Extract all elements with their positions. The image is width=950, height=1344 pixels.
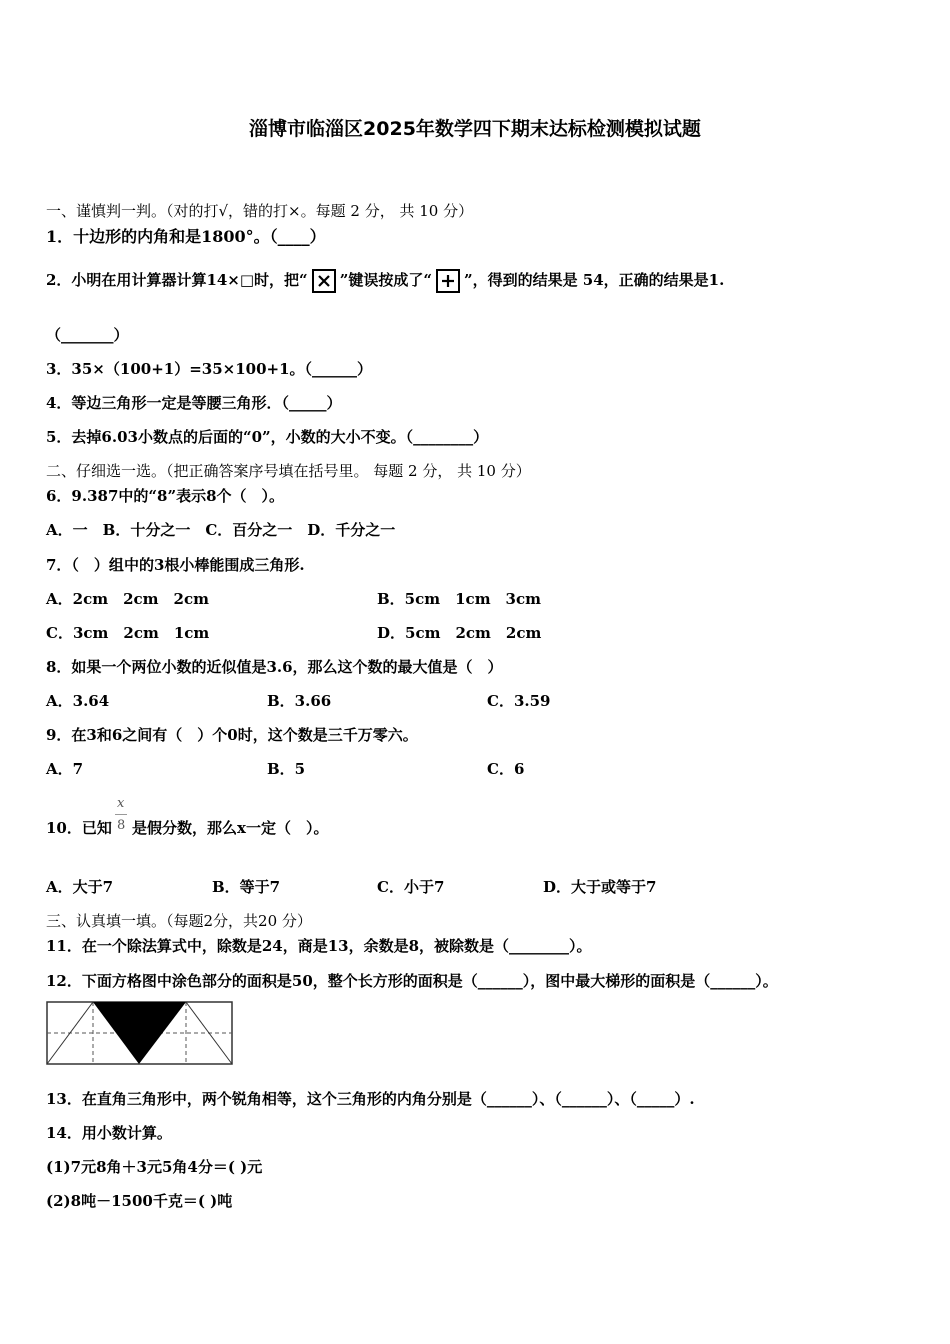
- question-2-text-a: 2．小明在用计算器计算14×□时，把“: [46, 271, 308, 289]
- question-11: 11．在一个除法算式中，除数是24，商是13，余数是8，被除数是（________）。: [46, 937, 592, 955]
- section-heading-fill: 三、认真填一填。（每题2分，共20 分）: [46, 912, 312, 930]
- question-14: 14．用小数计算。: [46, 1124, 172, 1142]
- question-7-option-d: D．5cm 2cm 2cm: [377, 624, 542, 642]
- question-10-text-a: 10．已知: [46, 819, 112, 837]
- question-14-part-2: (2)8吨－1500千克＝( )吨: [46, 1192, 233, 1210]
- fraction-numerator: x: [117, 796, 125, 811]
- question-8-option-b: B．3.66: [267, 692, 332, 710]
- question-9-option-b: B．5: [267, 760, 306, 778]
- question-1: 1．十边形的内角和是1800°。（____）: [46, 227, 326, 246]
- question-2-answer: （_______）: [46, 326, 129, 344]
- question-9: 9．在3和6之间有（ ）个0时，这个数是三千万零六。: [46, 726, 418, 744]
- section-heading-judge: 一、谨慎判一判。（对的打√，错的打×。每题 2 分， 共 10 分）: [46, 202, 474, 220]
- question-10-option-c: C．小于7: [377, 878, 445, 896]
- question-8-option-a: A．3.64: [46, 692, 110, 710]
- question-10-option-a: A．大于7: [46, 878, 114, 896]
- question-6: 6．9.387中的“8”表示8个（ ）。: [46, 487, 285, 505]
- question-4: 4．等边三角形一定是等腰三角形．（_____）: [46, 394, 342, 412]
- question-12: 12．下面方格图中涂色部分的面积是50，整个长方形的面积是（______），图中最大梯形的面积是（______）。: [46, 972, 778, 990]
- question-7: 7．（ ）组中的3根小棒能围成三角形.: [46, 556, 305, 574]
- page-title: 淄博市临淄区2025年数学四下期末达标检测模拟试题: [249, 118, 701, 140]
- question-2-text-b: ”键误按成了“: [339, 271, 432, 289]
- question-7-option-b: B．5cm 1cm 3cm: [377, 590, 542, 608]
- question-6-options: A．一 B．十分之一 C．百分之一 D．千分之一: [46, 521, 396, 539]
- question-10-option-d: D．大于或等于7: [543, 878, 657, 896]
- fraction-denominator: 8: [117, 818, 126, 833]
- question-8: 8．如果一个两位小数的近似值是3.6，那么这个数的最大值是（ ）: [46, 658, 503, 676]
- question-10-option-b: B．等于7: [212, 878, 281, 896]
- question-14-part-1: (1)7元8角＋3元5角4分＝( )元: [46, 1158, 263, 1176]
- question-2-text-c: ”，得到的结果是 54，正确的结果是1.: [463, 271, 725, 289]
- question-7-option-c: C．3cm 2cm 1cm: [46, 624, 210, 642]
- question-5: 5．去掉6.03小数点的后面的“0”，小数的大小不变。（________）: [46, 428, 489, 446]
- plus-key-icon: [436, 269, 460, 293]
- question-3: 3．35×（100+1）=35×100+1。（______）: [46, 360, 373, 378]
- grid-figure: [46, 1001, 234, 1065]
- question-10-text-b: 是假分数，那么x一定（ ）。: [132, 819, 329, 837]
- section-heading-choose: 二、仔细选一选。（把正确答案序号填在括号里。 每题 2 分， 共 10 分）: [46, 462, 531, 480]
- question-7-option-a: A．2cm 2cm 2cm: [46, 590, 209, 608]
- question-9-option-c: C．6: [487, 760, 525, 778]
- question-2: [46, 266, 724, 294]
- question-9-option-a: A．7: [46, 760, 84, 778]
- question-8-option-c: C．3.59: [487, 692, 551, 710]
- multiply-key-icon: [312, 269, 336, 293]
- fraction-bar: [115, 814, 127, 815]
- question-13: 13．在直角三角形中，两个锐角相等，这个三角形的内角分别是（______）、（______）、（_____）.: [46, 1090, 695, 1108]
